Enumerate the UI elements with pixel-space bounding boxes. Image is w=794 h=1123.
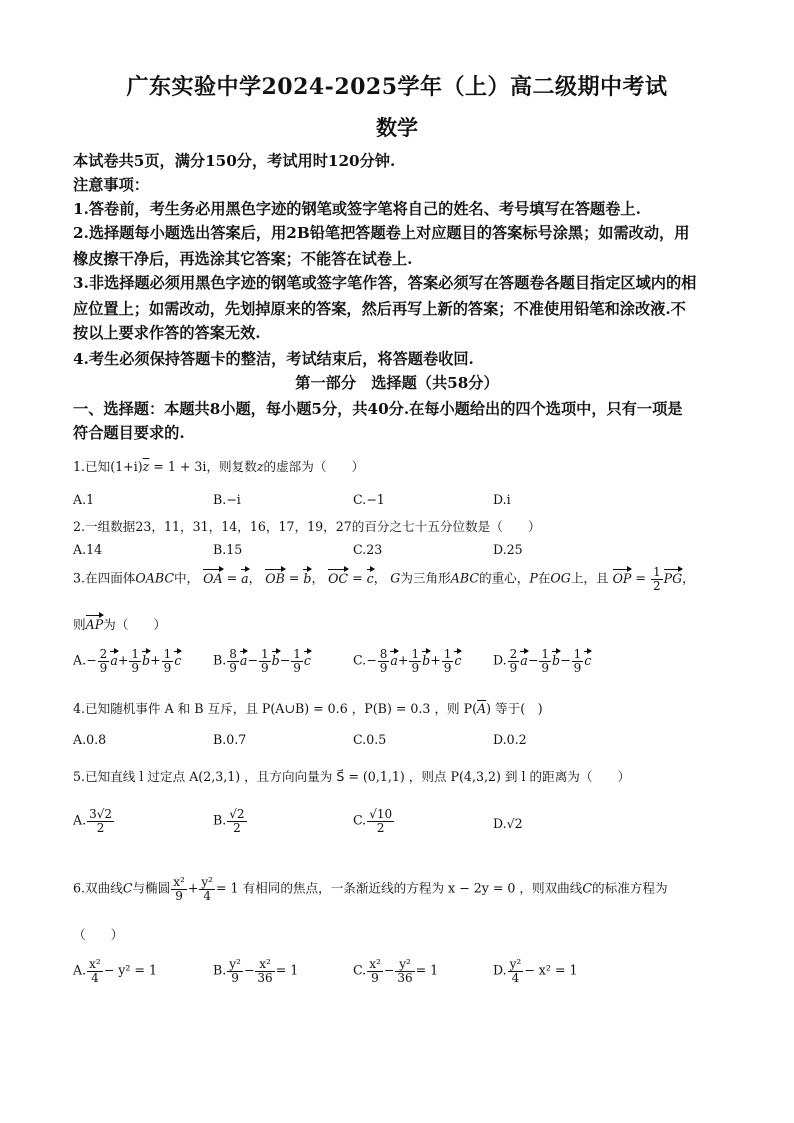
q5-options (73, 808, 723, 848)
option-a[interactable]: A.0.8 (73, 732, 107, 747)
vector-AP: AP (85, 617, 104, 632)
question-6-paren: （ ） (73, 927, 124, 942)
option-d[interactable]: D.√2 (493, 816, 523, 831)
option-b[interactable]: B.−i (213, 492, 241, 507)
option-c[interactable]: C.0.5 (353, 732, 387, 747)
option-b[interactable]: B. $\frac{8}{9}$ a− $\frac{1}{9}$ b− $\frac{1}{9}$ c (213, 647, 311, 675)
notice-2a: 2.选择题每小题选出答案后，用2B铅笔把答题卷上对应题目的答案标号涂黑；如需改动，用 (73, 224, 690, 242)
q4-options (73, 732, 723, 762)
option-c[interactable]: C.−1 (353, 492, 385, 507)
section-heading-b: 符合题目要求的. (73, 424, 185, 442)
vector-OC: OC (328, 570, 349, 586)
conjugate-z: $\overline{z}$ (142, 459, 150, 474)
exam-info: 本试卷共5页，满分150分，考试用时120分钟. (73, 152, 396, 170)
option-a[interactable]: A.1 (73, 492, 95, 507)
question-2: 2.一组数据23，11，31，14，16，17，19，27的百分之七十五分位数是（ ） (73, 519, 541, 534)
notice-1: 1.答卷前，考生务必用黑色字迹的钢笔或签字笔将自己的姓名、考号填写在答题卷上. (73, 200, 641, 218)
option-a[interactable]: A. $\frac{3√2}{2}$ (73, 807, 113, 835)
option-d[interactable]: D. $\frac{\text{y²}}{4}$ − x² = 1 (493, 957, 578, 985)
q6-options (73, 958, 723, 994)
q3-options (73, 648, 723, 682)
notice-title: 注意事项： (73, 176, 149, 194)
option-a[interactable]: A.− $\frac{2}{9}$ a+ $\frac{1}{9}$ b+ $\frac{1}{9}$ c (73, 647, 182, 675)
vector-OP: OP (612, 570, 632, 586)
option-d[interactable]: D. $\frac{2}{9}$ a− $\frac{1}{9}$ b− $\frac{1}{9}$ c (493, 647, 592, 675)
complement-A: $\overline{A}$ (477, 701, 487, 716)
notice-3a: 3.非选择题必须用黑色字迹的钢笔或签字笔作答，答案必须写在答题卷各题目指定区域内的相 (73, 274, 697, 292)
fraction-half: $\frac{1}{2}$ (652, 565, 661, 593)
part1-heading: 第一部分 选择题（共58分） (295, 374, 499, 392)
question-1: 1.已知$(1+i)\overline{z} = 1 + 3i$，则复数z的虚部为（ ） (73, 459, 365, 474)
subject-title: 数学 (376, 115, 418, 140)
option-b[interactable]: B.15 (213, 542, 243, 557)
option-c[interactable]: C. $\frac{√10}{2}$ (353, 807, 393, 835)
question-3: 3.在四面体OABC中， OA = a， OB = b， OC = c， G为三角形ABC的重心，P在OG上，且 OP = $\frac{1}{2}$ PG， (73, 565, 695, 593)
option-a[interactable]: A.14 (73, 542, 103, 557)
question-6: 6.双曲线C与椭圆 $\frac{\text{x²}}{9}$ + $\frac{\text{y²}}{4}$ = 1 有相同的焦点，一条渐近线的方程为 x − 2y = 0 ，则双曲线C的标准方程为 (73, 875, 668, 903)
option-b[interactable]: B. $\frac{√2}{2}$ (213, 807, 245, 835)
notice-4: 4.考生必须保持答题卡的整洁，考试结束后，将答题卷收回. (73, 350, 474, 368)
option-d[interactable]: D.25 (493, 542, 523, 557)
option-c[interactable]: C.23 (353, 542, 383, 557)
notice-3b: 应位置上；如需改动，先划掉原来的答案，然后再写上新的答案；不准使用铅笔和涂改液.不 (73, 300, 686, 318)
exam-title: 广东实验中学2024-2025学年（上）高二级期中考试 (126, 74, 668, 100)
vector-OA: OA (203, 570, 223, 586)
option-c[interactable]: C.− $\frac{8}{9}$ a+ $\frac{1}{9}$ b+ $\frac{1}{9}$ c (353, 647, 462, 675)
option-a[interactable]: A. $\frac{\text{x²}}{4}$ − y² = 1 (73, 957, 157, 985)
option-d[interactable]: D.i (493, 492, 511, 507)
notice-3c: 按以上要求作答的答案无效. (73, 324, 261, 342)
option-b[interactable]: B.0.7 (213, 732, 247, 747)
question-3-cont: 则AP为（ ） (73, 617, 167, 632)
section-heading-a: 一、选择题：本题共8小题，每小题5分，共40分.在每小题给出的四个选项中，只有一项是 (73, 400, 683, 418)
notice-2b: 橡皮擦干净后，再选涂其它答案；不能答在试卷上. (73, 250, 413, 268)
vector-PG: PG (663, 570, 683, 586)
question-4: 4.已知随机事件 A 和 B 互斥，且 P(A∪B) = 0.6 ，P(B) = 0.3 ，则 $P(\overline{A})$ 等于( ) (73, 701, 543, 716)
option-d[interactable]: D.0.2 (493, 732, 527, 747)
vector-OB: OB (265, 570, 285, 586)
option-c[interactable]: C. $\frac{\text{x²}}{9}$ − $\frac{\text{y²}}{36}$ = 1 (353, 957, 439, 985)
option-b[interactable]: B. $\frac{\text{y²}}{9}$ − $\frac{\text{x²}}{36}$ = 1 (213, 957, 299, 985)
question-5: 5.已知直线 l 过定点 A(2,3,1) ，且方向向量为 S⃗ = (0,1,1) ，则点 P(4,3,2) 到 l 的距离为（ ） (73, 769, 631, 784)
